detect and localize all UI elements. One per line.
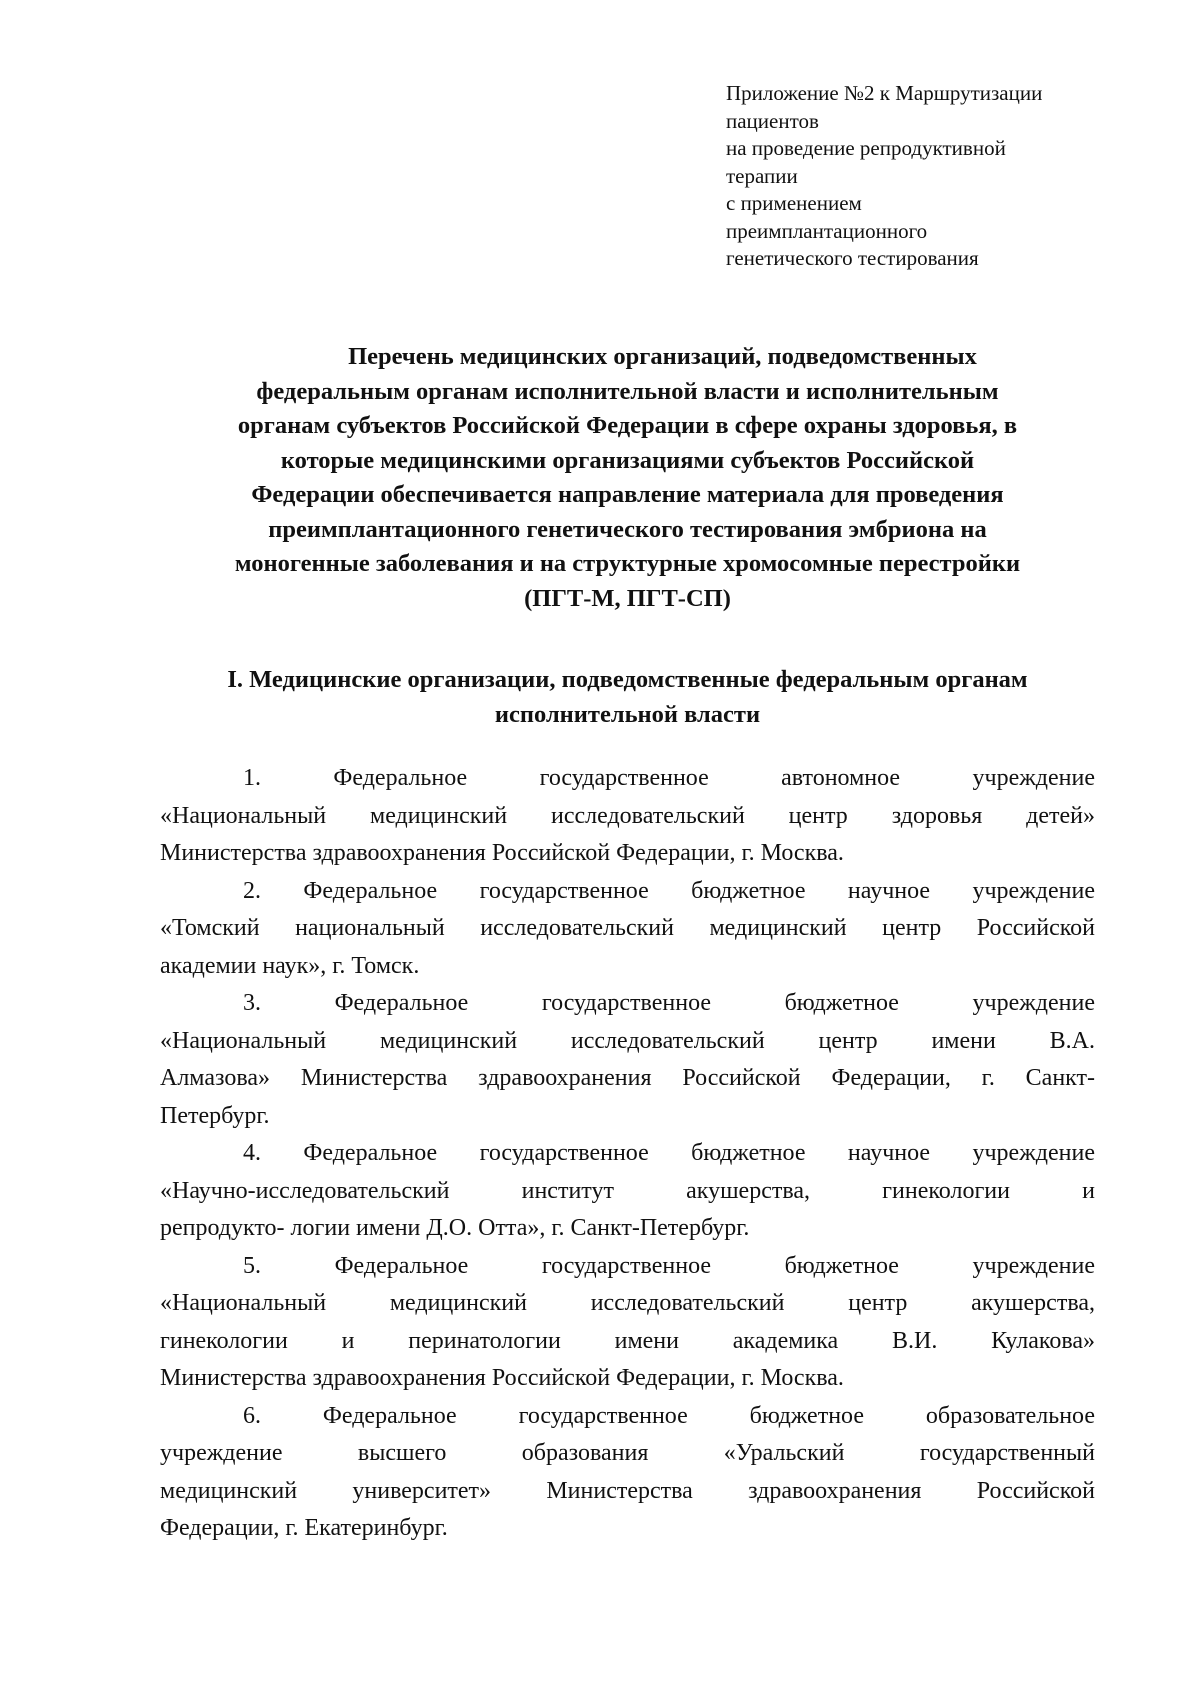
title-line: (ПГТ-М, ПГТ-СП) bbox=[524, 584, 731, 612]
item-line: 5. Федеральное государственное бюджетное учреждение bbox=[243, 1252, 1095, 1279]
item-line: Алмазова» Министерства здравоохранения Российской Федерации, г. Санкт- bbox=[160, 1065, 1095, 1091]
item-line: 3. Федеральное государственное бюджетное учреждение bbox=[243, 990, 1095, 1016]
item-line: «Томский национальный исследовательский медицинский центр Российской bbox=[160, 915, 1095, 941]
section-heading-line: исполнительной власти bbox=[494, 700, 761, 728]
title-line: органам субъектов Российской Федерации в сфере охраны здоровья, в bbox=[237, 412, 1018, 439]
item-line: репродукто- логии имени Д.О. Отта», г. Санкт-Петербург. bbox=[160, 1215, 750, 1241]
title-line: преимплантационного генетического тестирования эмбриона на bbox=[268, 515, 987, 543]
item-line: 4. Федеральное государственное бюджетное научное учреждение bbox=[243, 1140, 1095, 1166]
item-line: «Научно-исследовательский институт акушерства, гинекологии и bbox=[160, 1177, 1095, 1204]
list-item bbox=[160, 1398, 1095, 1548]
item-line: Министерства здравоохранения Российской Федерации, г. Москва. bbox=[160, 1365, 844, 1391]
title-line: федеральным органам исполнительной власти и исполнительным bbox=[256, 377, 999, 405]
annex-line: с применением bbox=[726, 191, 862, 215]
annex-line: генетического тестирования bbox=[726, 246, 979, 270]
item-line: Министерства здравоохранения Российской Федерации, г. Москва. bbox=[160, 840, 844, 866]
item-line: академии наук», г. Томск. bbox=[160, 952, 420, 979]
annex-line: Приложение №2 к Маршрутизации bbox=[726, 81, 1043, 105]
item-line: учреждение высшего образования «Уральский государственный bbox=[160, 1440, 1095, 1466]
annex-header bbox=[726, 80, 1166, 273]
annex-line: терапии bbox=[726, 163, 798, 188]
item-line: Петербург. bbox=[160, 1102, 270, 1129]
annex-line: пациентов bbox=[726, 108, 819, 133]
item-line: «Национальный медицинский исследовательский центр имени В.А. bbox=[160, 1027, 1095, 1054]
section-heading-line: I. Медицинские организации, подведомственные федеральным органам bbox=[227, 666, 1028, 693]
item-line: 6. Федеральное государственное бюджетное образовательное bbox=[243, 1402, 1095, 1429]
list-item bbox=[160, 1135, 1095, 1248]
document-title bbox=[160, 340, 1095, 616]
organization-list bbox=[160, 760, 1095, 1548]
title-line: моногенные заболевания и на структурные хромосомные перестройки bbox=[234, 550, 1021, 577]
item-line: «Национальный медицинский исследовательский центр акушерства, bbox=[160, 1290, 1095, 1316]
item-line: гинекологии и перинатологии имени академика В.И. Кулакова» bbox=[160, 1327, 1095, 1354]
list-item bbox=[160, 985, 1095, 1135]
list-item bbox=[160, 760, 1095, 873]
item-line: «Национальный медицинский исследовательский центр здоровья детей» bbox=[160, 802, 1095, 829]
title-line: Федерации обеспечивается направление материала для проведения bbox=[251, 481, 1004, 508]
list-item bbox=[160, 873, 1095, 986]
item-line: 2. Федеральное государственное бюджетное научное учреждение bbox=[243, 877, 1095, 904]
item-line: 1. Федеральное государственное автономное учреждение bbox=[243, 765, 1095, 791]
annex-line: преимплантационного bbox=[726, 218, 928, 243]
title-line: которые медицинскими организациями субъектов Российской bbox=[280, 446, 975, 474]
title-line: Перечень медицинских организаций, подведомственных bbox=[348, 343, 977, 370]
section-heading bbox=[160, 663, 1095, 732]
list-item bbox=[160, 1248, 1095, 1398]
annex-line: на проведение репродуктивной bbox=[726, 136, 1006, 160]
item-line: Федерации, г. Екатеринбург. bbox=[160, 1515, 448, 1541]
item-line: медицинский университет» Министерства здравоохранения Российской bbox=[160, 1477, 1095, 1504]
